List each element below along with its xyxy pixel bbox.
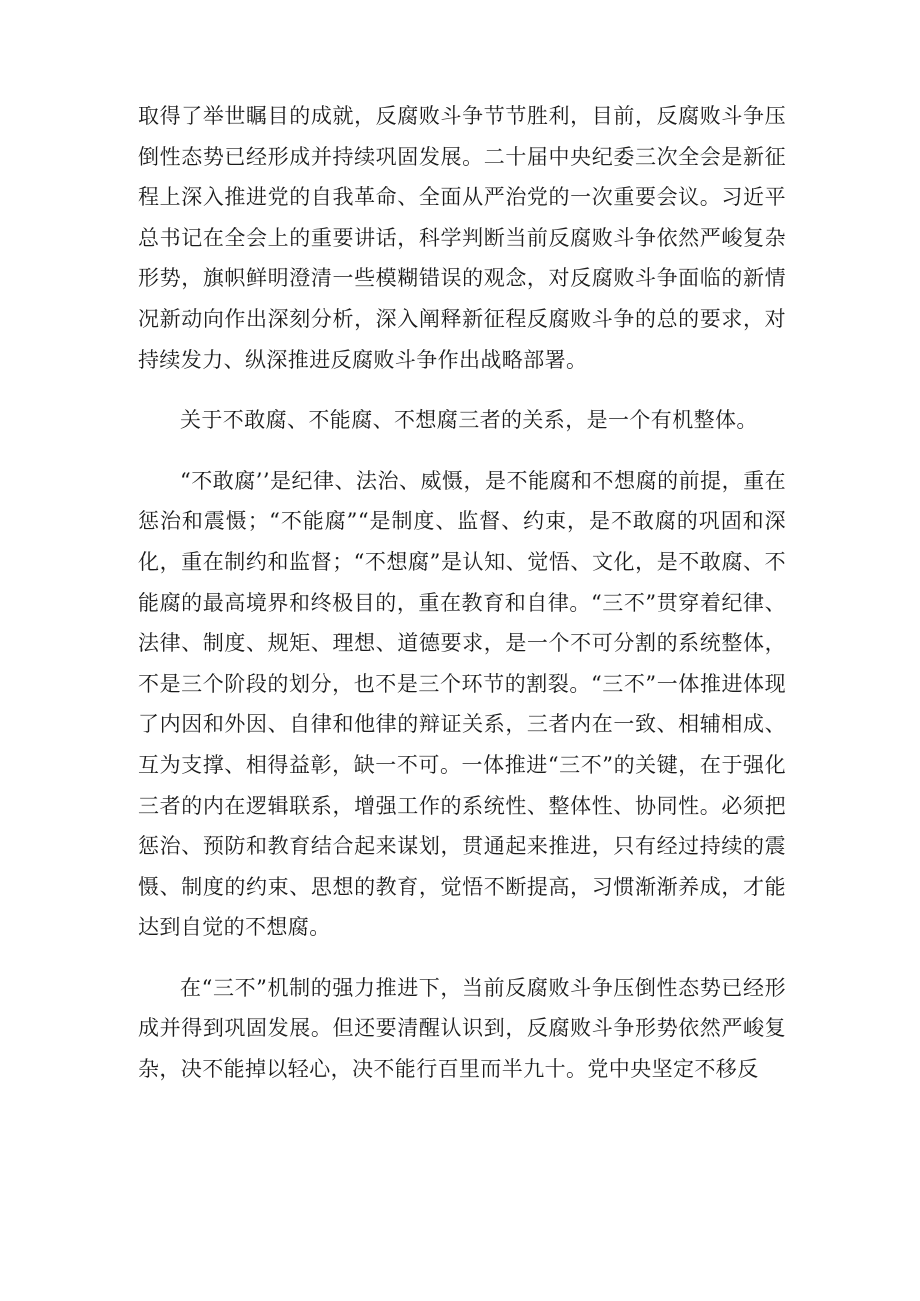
paragraph-1: 取得了举世瞩目的成就，反腐败斗争节节胜利，目前，反腐败斗争压倒性态势已经形成并持续巩固发展。二十届中央纪委三次全会是新征程上深入推进党的自我革命、全面从严治党的一次重要会议。习近平总书记在全会上的重要讲话，科学判断当前反腐败斗争依然严峻复杂形势，旗帜鲜明澄清一些模糊错误的观念，对反腐败斗争面临的新情况新动向作出深刻分析，深入阐释新征程反腐败斗争的总的要求，对持续发力、纵深推进反腐败斗争作出战略部署。 (138, 104, 786, 372)
paragraph-2: 关于不敢腐、不能腐、不想腐三者的关系，是一个有机整体。 (180, 408, 758, 433)
document-body (138, 96, 786, 1090)
paragraph-4: 在“三不”机制的强力推进下，当前反腐败斗争压倒性态势已经形成并得到巩固发展。但还要清醒认识到，反腐败斗争形势依然严峻复杂，决不能掉以轻心，决不能行百里而半九十。党中央坚定不移反 (138, 975, 786, 1082)
paragraph-3: “不敢腐’’是纪律、法治、威慑，是不能腐和不想腐的前提，重在惩治和震慑；“不能腐”“是制度、监督、约束，是不敢腐的巩固和深化，重在制约和监督；“不想腐”是认知、觉悟、文化，是不敢腐、不能腐的最高境界和终极目的，重在教育和自律。“三不”贯穿着纪律、法律、制度、规矩、理想、道德要求，是一个不可分割的系统整体，不是三个阶段的划分，也不是三个环节的割裂。“三不”一体推进体现了内因和外因、自律和他律的辩证关系，三者内在一致、相辅相成、互为支撑、相得益彰，缺一不可。一体推进“三不”的关键，在于强化三者的内在逻辑联系，增强工作的系统性、整体性、协同性。必须把惩治、预防和教育结合起来谋划，贯通起来推进，只有经过持续的震慑、制度的约束、思想的教育，觉悟不断提高，习惯渐渐养成，才能达到自觉的不想腐。 (138, 468, 786, 940)
